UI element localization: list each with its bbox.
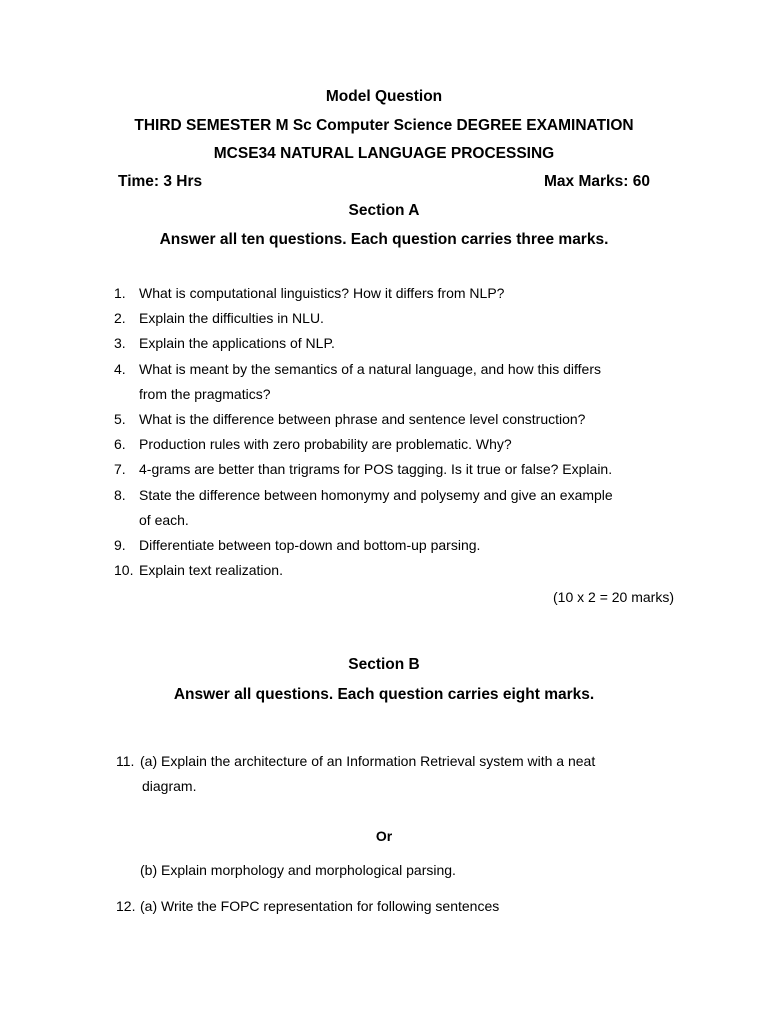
question-text: 4-grams are better than trigrams for POS tagging. Is it true or false? Explain. — [139, 461, 613, 477]
section-a-instruction: Answer all ten questions. Each question carries three marks. — [159, 231, 609, 248]
question-item — [114, 533, 714, 558]
question-number: 9. — [114, 537, 126, 553]
question-item — [114, 483, 714, 533]
question-text-continued: from the pragmatics? — [139, 386, 271, 402]
question-item — [114, 331, 714, 356]
question-text: (a) Explain the architecture of an Information Retrieval system with a neat — [140, 753, 596, 769]
time-label: Time: 3 Hrs — [118, 173, 203, 190]
question-text: (b) Explain morphology and morphological parsing. — [140, 862, 456, 878]
question-item — [114, 281, 714, 306]
question-number: 6. — [114, 436, 126, 452]
course-title: MCSE34 NATURAL LANGUAGE PROCESSING — [213, 145, 555, 162]
question-text-continued: diagram. — [142, 778, 197, 794]
question-text: What is computational linguistics? How it differs from NLP? — [139, 285, 505, 301]
question-text: What is the difference between phrase and sentence level construction? — [139, 411, 586, 427]
question-text: Explain text realization. — [139, 562, 283, 578]
page-title: Model Question — [325, 88, 443, 105]
question-item — [114, 357, 714, 407]
question-number: 5. — [114, 411, 126, 427]
question-number: 4. — [114, 361, 126, 377]
question-text: What is meant by the semantics of a natural language, and how this differs — [139, 361, 601, 377]
question-item — [116, 858, 716, 883]
question-item — [114, 407, 714, 432]
question-number: 8. — [114, 487, 126, 503]
question-number: 12. — [116, 898, 136, 914]
question-text: State the difference between homonymy and polysemy and give an example — [139, 487, 613, 503]
question-text-continued: of each. — [139, 512, 189, 528]
question-text: (a) Write the FOPC representation for following sentences — [140, 898, 500, 914]
question-item — [116, 749, 716, 799]
section-a-title: Section A — [348, 202, 420, 219]
question-item — [114, 432, 714, 457]
question-number: 3. — [114, 335, 126, 351]
question-text: Explain the applications of NLP. — [139, 335, 335, 351]
question-text: Production rules with zero probability are problematic. Why? — [139, 436, 512, 452]
max-marks-label: Max Marks: 60 — [544, 173, 650, 190]
exam-title: THIRD SEMESTER M Sc Computer Science DEGREE EXAMINATION — [134, 117, 634, 134]
question-item — [114, 306, 714, 331]
time-marks-row — [118, 172, 650, 192]
question-item — [116, 894, 716, 919]
question-text: Explain the difficulties in NLU. — [139, 310, 324, 326]
section-b-title: Section B — [348, 656, 420, 673]
question-item — [114, 457, 714, 482]
question-number: 2. — [114, 310, 126, 326]
question-number: 10. — [114, 562, 134, 578]
question-number: 1. — [114, 285, 126, 301]
section-b-instruction: Answer all questions. Each question carries eight marks. — [173, 686, 595, 703]
question-number: 7. — [114, 461, 126, 477]
or-label: Or — [375, 828, 393, 844]
question-item — [114, 558, 714, 583]
section-a-marks: (10 x 2 = 20 marks) — [553, 589, 674, 605]
question-text: Differentiate between top-down and bottom-up parsing. — [139, 537, 481, 553]
question-number: 11. — [116, 753, 135, 769]
